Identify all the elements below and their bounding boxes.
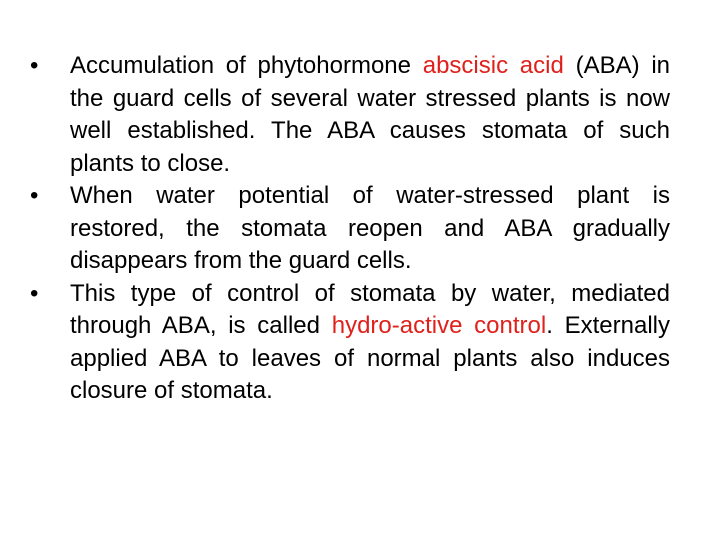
highlighted-term: hydro-active control [331, 312, 547, 339]
text-segment: This type of control of stomata by water, mediated through ABA, is called [70, 279, 670, 339]
bullet-text [70, 52, 670, 177]
text-segment: Accumulation of phytohormone [70, 52, 423, 79]
bullet-icon: • [30, 52, 39, 79]
slide-content [30, 50, 670, 408]
bullet-text [70, 280, 670, 405]
bullet-item-1 [30, 50, 670, 180]
bullet-text [70, 182, 670, 274]
bullet-item-2 [30, 180, 670, 278]
text-segment: (ABA) in the guard cells of several water stressed plants is now well established. The ABA causes stomata of such plants to close. [70, 52, 670, 177]
text-segment: . Externally applied ABA to leaves of normal plants also induces closure of stomata. [70, 312, 670, 404]
bullet-icon: • [30, 182, 39, 209]
bullet-icon: • [30, 279, 39, 307]
highlighted-term: abscisic acid [422, 52, 564, 79]
bullet-item-3 [30, 278, 670, 408]
bullet-list [30, 50, 670, 408]
text-segment: When water potential of water-stressed plant is restored, the stomata reopen and ABA gradually disappears from the guard cells. [70, 182, 670, 274]
